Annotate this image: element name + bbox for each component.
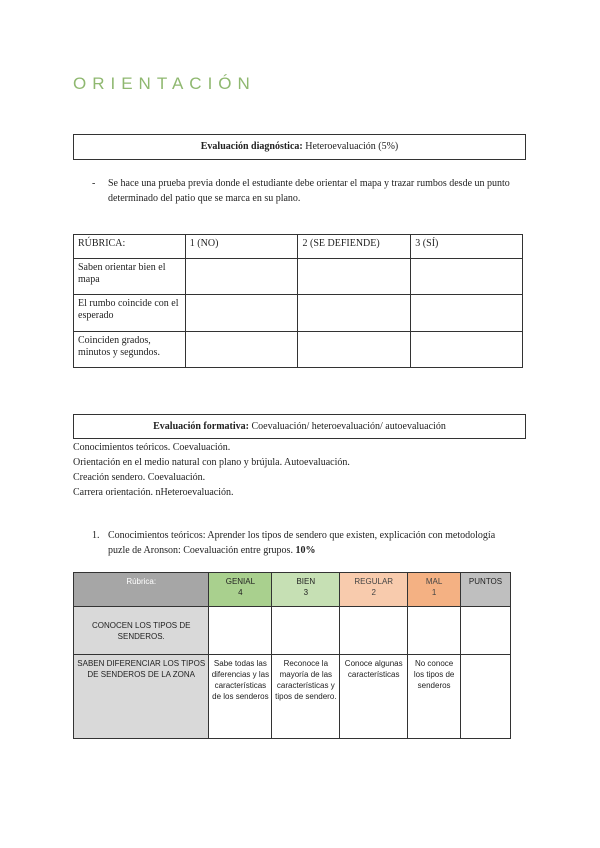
rubric-table-2 <box>73 572 511 739</box>
level-name: GENIAL <box>225 577 256 586</box>
formative-heading <box>73 414 526 439</box>
header-cell: 1 (NO) <box>185 235 298 259</box>
rubric-header: Rúbrica: <box>74 573 209 607</box>
item-text: Conocimientos teóricos: Aprender los tipos de sendero que existen, explicación con metodología puzle de Aronson: Coevaluación entre grupos. <box>108 530 496 556</box>
item-number: 1. <box>92 530 100 541</box>
diagnostic-bullet <box>92 176 532 206</box>
list-item: Conocimientos teóricos. Coevaluación. <box>73 442 231 453</box>
diagnostic-heading <box>73 134 526 160</box>
page-title: ORIENTACIÓN <box>73 74 256 93</box>
criterion-cell: El rumbo coincide con el esperado <box>74 295 186 332</box>
table-header-row <box>74 235 523 259</box>
points-header: PUNTOS <box>461 573 511 607</box>
level-genial <box>209 573 272 607</box>
level-score: 1 <box>431 588 437 597</box>
level-score: 4 <box>238 588 243 597</box>
list-item: Orientación en el medio natural con plano y brújula. Autoevaluación. <box>73 457 350 468</box>
header-cell: 2 (SE DEFIENDE) <box>298 235 411 259</box>
rubric-table-1 <box>73 234 523 368</box>
descriptor-cell: Conoce algunas características <box>340 655 408 739</box>
list-item: Carrera orientación. nHeteroevaluación. <box>73 487 234 498</box>
criterion-cell: Coinciden grados, minutos y segundos. <box>74 332 186 368</box>
formative-list <box>73 440 350 500</box>
criterion-cell: Saben orientar bien el mapa <box>74 259 186 295</box>
table-row <box>74 655 511 739</box>
level-regular <box>340 573 408 607</box>
table-row <box>74 295 523 332</box>
table-row <box>74 607 511 655</box>
table-row <box>74 332 523 368</box>
level-score: 2 <box>371 588 376 597</box>
diagnostic-text: Heteroevaluación (5%) <box>302 141 399 152</box>
bullet-dash: - <box>92 178 96 189</box>
criterion-cell: CONOCEN LOS TIPOS DE SENDEROS. <box>74 607 209 655</box>
points-cell <box>461 655 511 739</box>
list-item: Creación sendero. Coevaluación. <box>73 472 206 483</box>
bullet-text: Se hace una prueba previa donde el estudiante debe orientar el mapa y trazar rumbos desde un punto determinado del patio que se marca en su plano. <box>108 178 510 204</box>
header-cell: RÚBRICA: <box>74 235 186 259</box>
level-name: BIEN <box>296 577 316 586</box>
descriptor-cell: No conoce los tipos de senderos <box>408 655 461 739</box>
level-bien <box>272 573 340 607</box>
level-mal <box>408 573 461 607</box>
diagnostic-label: Evaluación diagnóstica: <box>200 141 303 152</box>
criterion-cell: SABEN DIFERENCIAR LOS TIPOS DE SENDEROS DE LA ZONA <box>74 655 209 739</box>
level-score: 3 <box>303 588 309 597</box>
level-name: REGULAR <box>354 577 394 586</box>
formative-text: Coevaluación/ heteroevaluación/ autoevaluación <box>248 421 446 432</box>
table-row <box>74 259 523 295</box>
level-name: MAL <box>425 577 443 586</box>
item-percent: 10% <box>292 545 316 556</box>
table-header-row <box>74 573 511 607</box>
numbered-item <box>92 528 512 558</box>
formative-label: Evaluación formativa: <box>153 421 249 432</box>
descriptor-cell: Sabe todas las diferencias y las características de los senderos <box>209 655 272 739</box>
descriptor-cell: Reconoce la mayoría de las características y tipos de sendero. <box>272 655 340 739</box>
header-cell: 3 (SÍ) <box>411 235 523 259</box>
